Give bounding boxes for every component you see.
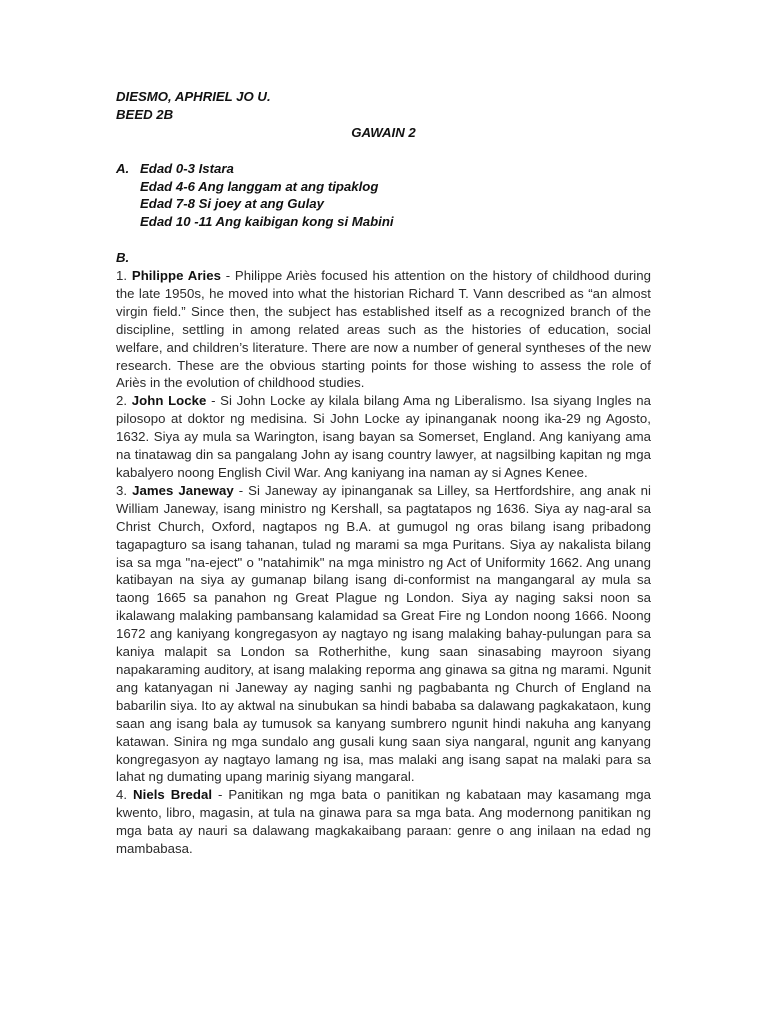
entry-philippe-aries xyxy=(116,267,651,392)
class-section: BEED 2B xyxy=(116,106,174,122)
part-a-item: Edad 0-3 Istara xyxy=(140,160,234,176)
part-a-item: Edad 7-8 Si joey at ang Gulay xyxy=(140,196,324,212)
entry-text: - Si Janeway ay ipinanganak sa Lilley, sa Hertfordshire, ang anak ni William Janeway, isang ministro ng Kershall, sa pagtatapos ng 1636. Siya ay nag-aral sa Christ Church, Oxford, nagtapos ng B.A. at gumugol ng oras bilang isang pribadong tagapagturo sa isang tahanan, tulad ng marami sa mga Puritans. Siya ay nakalista bilang isa sa mga "na-eject" o "natahimik" na mga ministro ng Act of Uniformity 1662. Ang unang katibayan na siya ay gumanap bilang isang di-conformist na mangangaral ay mula sa taong 1665 sa panahon ng Great Plague ng London. Siya ay naging saksi noon sa ikalawang malaking pambansang kalamidad sa Great Fire ng London noong 1666. Noong 1672 ang kaniyang kongregasyon ay nagtayo ng isang malaking bahay-pulungan para sa kaniya malapit sa London sa Rotherhithe, kung saan sinasabing mayroon siyang napakaraming auditory, at isang malaking reporma ang ginawa sa gitna ng marami. Ngunit ang katanyagan ni Janeway ay naging sanhi ng pagbabanta ng Church of England na babarilin siya. Ito ay aktwal na sinubukan sa hindi bababa sa dalawang pagkakataon, kung saan ang isang bala ay tumusok sa kanyang sumbrero ngunit hindi nakuha ang kanyang katawan. Sinira ng mga sundalo ang gusali kung saan siya nangaral, ngunit ang kanyang kongregasyon ay nagtayo lamang ng isa, mas malaki ang isang sapat na malaki para sa lahat ng dumating upang marinig siyang mangaral. xyxy=(116,482,651,785)
entry-text: - Si John Locke ay kilala bilang Ama ng Liberalismo. Isa siyang Ingles na pilosopo at doktor ng medisina. Si John Locke ay ipinanganak noong ika-29 ng Agosto, 1632. Siya ay mula sa Warington, isang bayan sa Somerset, England. Ang kaniyang ama na tinatawag din sa pangalang John ay isang country lawyer, at nagsilbing kapitan ng mga kabalyero noong English Civil War. Ang kaniyang ina naman ay si Agnes Kenee. xyxy=(116,393,652,480)
document-title: GAWAIN 2 xyxy=(351,124,416,140)
document-page xyxy=(116,88,651,858)
part-b-letter: B. xyxy=(116,250,130,266)
entry-number: 4. xyxy=(116,787,128,803)
entry-number: 3. xyxy=(116,482,128,498)
entry-name: Philippe Aries xyxy=(131,268,222,284)
entry-number: 2. xyxy=(116,393,128,409)
entry-text: - Panitikan ng mga bata o panitikan ng kabataan may kasamang mga kwento, libro, magasin, at tula na ginawa para sa mga bata. Ang modernong panitikan ng mga bata ay nauri sa dalawang magkakaibang paraan: genre o ang inilaan na edad ng mambabasa. xyxy=(116,787,651,857)
spacer xyxy=(116,231,651,249)
entry-john-locke xyxy=(116,392,651,482)
entry-james-janeway xyxy=(116,482,651,786)
entry-niels-bredal xyxy=(116,786,651,858)
entry-text: - Philippe Ariès focused his attention on the history of childhood during the late 1950s, he moved into what the historian Richard T. Vann described as “an almost virgin field.” Since then, the subject has established itself as a recognized branch of the discipline, settling in among related areas such as the histories of education, social welfare, and children’s literature. There are now a number of general syntheses of the new research. These are the obvious starting points for those wishing to assess the role of Ariès in the evolution of childhood studies. xyxy=(116,268,652,391)
part-a-first-line xyxy=(116,160,651,178)
student-name: DIESMO, APHRIEL JO U. xyxy=(116,89,271,104)
part-a-item: Edad 10 -11 Ang kaibigan kong si Mabini xyxy=(140,214,394,230)
entry-name: John Locke xyxy=(131,393,207,409)
part-a-letter: A. xyxy=(116,160,130,176)
spacer xyxy=(116,142,651,160)
entry-name: Niels Bredal xyxy=(133,787,213,803)
entry-number: 1. xyxy=(116,268,128,284)
entry-name: James Janeway xyxy=(132,482,234,498)
part-a-item: Edad 4-6 Ang langgam at ang tipaklog xyxy=(140,178,379,194)
